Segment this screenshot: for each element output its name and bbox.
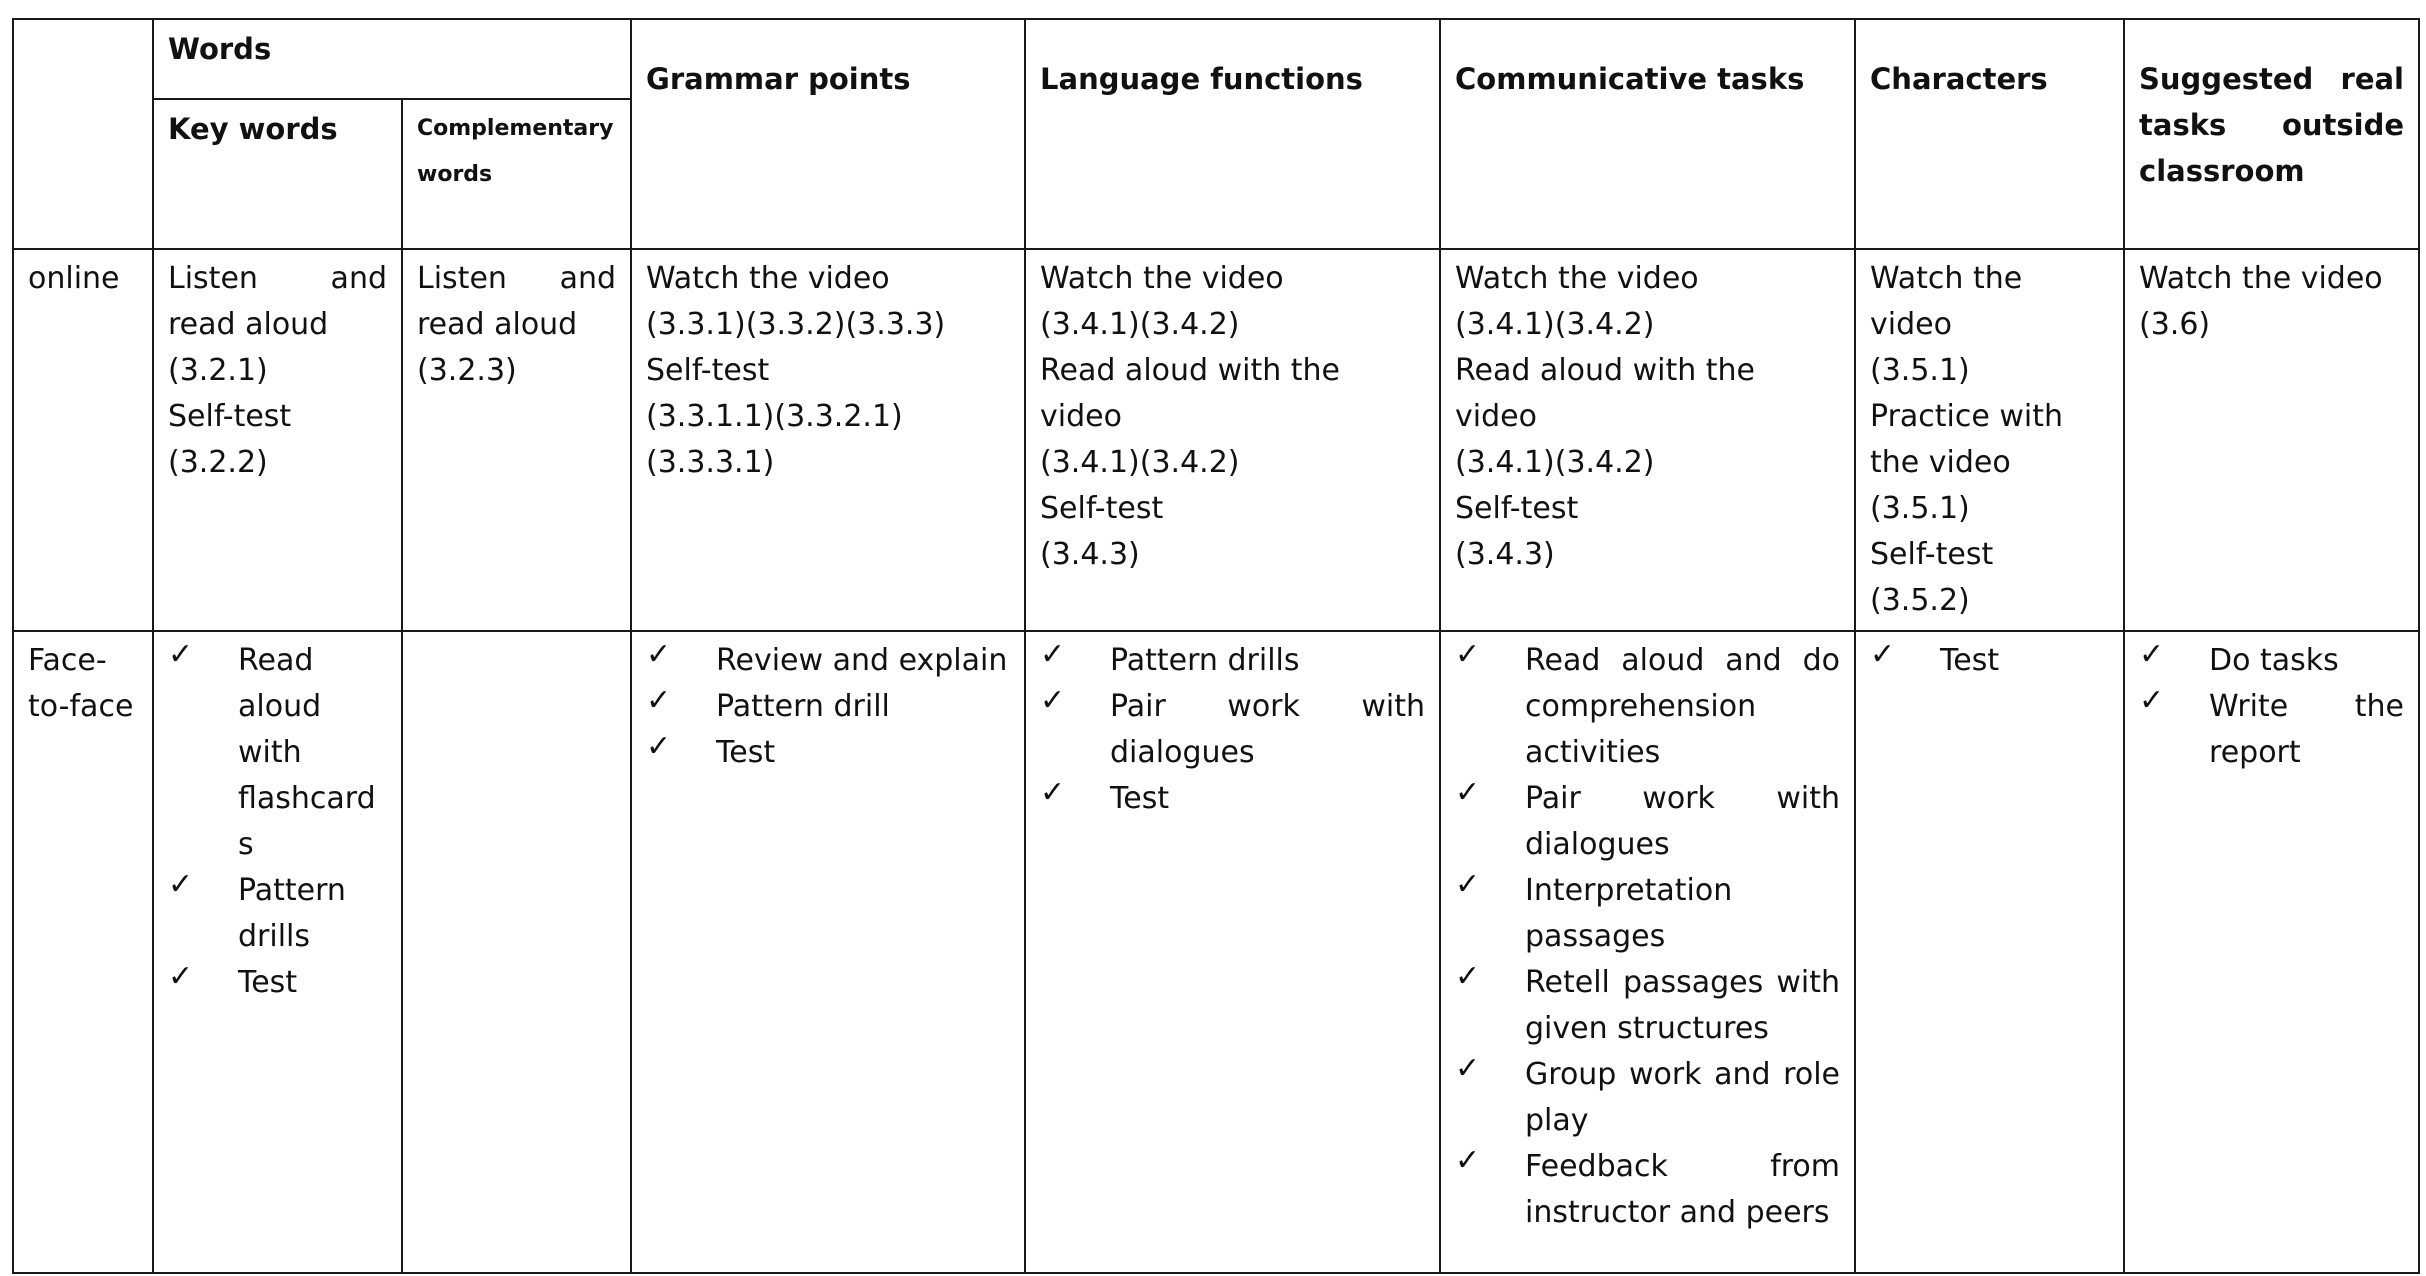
header-language-functions: Language functions bbox=[1025, 19, 1440, 249]
online-characters-line: Self-test bbox=[1870, 537, 1994, 572]
check-icon: ✓ bbox=[1455, 1051, 1481, 1086]
check-icon: ✓ bbox=[168, 637, 194, 672]
header-grammar-points: Grammar points bbox=[631, 19, 1025, 249]
face-to-face-language-functions-cell bbox=[1025, 631, 1440, 1273]
list-item bbox=[168, 960, 387, 1006]
face-to-face-characters-cell bbox=[1855, 631, 2124, 1273]
online-communicative-tasks-cell bbox=[1440, 249, 1855, 631]
check-icon: ✓ bbox=[2139, 637, 2165, 672]
list-item bbox=[1040, 776, 1425, 822]
online-grammar-line: Self-test bbox=[646, 353, 770, 388]
online-language-functions-line: Self-test bbox=[1040, 491, 1164, 526]
check-icon: ✓ bbox=[1455, 637, 1481, 672]
header-characters: Characters bbox=[1855, 19, 2124, 249]
online-communicative-tasks-line: Watch the video bbox=[1455, 261, 1699, 296]
list-item-text: Test bbox=[1940, 643, 2000, 678]
online-grammar-line: Watch the video bbox=[646, 261, 890, 296]
list-item bbox=[1040, 638, 1425, 684]
check-icon: ✓ bbox=[2139, 683, 2165, 718]
check-icon: ✓ bbox=[646, 637, 672, 672]
online-communicative-tasks-line: Read aloud with the video bbox=[1455, 353, 1756, 434]
face-to-face-grammar-list bbox=[646, 638, 1010, 776]
list-item-text: Do tasks bbox=[2209, 643, 2339, 678]
check-icon: ✓ bbox=[1455, 867, 1481, 902]
list-item bbox=[1870, 638, 2109, 684]
face-to-face-key-words-list bbox=[168, 638, 387, 1006]
list-item bbox=[646, 730, 1010, 776]
check-icon: ✓ bbox=[1455, 959, 1481, 994]
online-characters-line: (3.5.1) bbox=[1870, 491, 1970, 526]
check-icon: ✓ bbox=[1040, 775, 1066, 810]
online-key-words-line: Listen and read aloud bbox=[168, 261, 387, 342]
list-item bbox=[1455, 638, 1840, 776]
check-icon: ✓ bbox=[646, 683, 672, 718]
list-item bbox=[1455, 960, 1840, 1052]
list-item-text: Test bbox=[716, 735, 776, 770]
list-item bbox=[646, 638, 1010, 684]
list-item bbox=[1455, 868, 1840, 960]
online-key-words-line: (3.2.1) bbox=[168, 353, 268, 388]
row-label-face-to-face: Face-to-face bbox=[13, 631, 153, 1273]
check-icon: ✓ bbox=[1870, 637, 1896, 672]
list-item-text: Group work and role play bbox=[1525, 1057, 1841, 1138]
online-characters-line: Practice with the video bbox=[1870, 399, 2064, 480]
list-item bbox=[1455, 1052, 1840, 1144]
list-item-text: Pair work with dialogues bbox=[1110, 689, 1426, 770]
header-words: Words bbox=[153, 19, 631, 99]
online-characters-line: (3.5.1) bbox=[1870, 353, 1970, 388]
header-suggested-real-tasks: Suggested real tasks outside classroom bbox=[2124, 19, 2419, 249]
face-to-face-grammar-points-cell bbox=[631, 631, 1025, 1273]
list-item bbox=[168, 638, 387, 868]
face-to-face-characters-list bbox=[1870, 638, 2109, 684]
list-item-text: Test bbox=[1110, 781, 1170, 816]
online-language-functions-cell bbox=[1025, 249, 1440, 631]
list-item-text: Retell passages with given structures bbox=[1525, 965, 1841, 1046]
check-icon: ✓ bbox=[1455, 775, 1481, 810]
face-to-face-language-functions-list bbox=[1040, 638, 1425, 822]
online-characters-line: Watch the video bbox=[1870, 261, 2023, 342]
online-complementary-words-line: Listen and read aloud bbox=[417, 261, 617, 342]
header-communicative-tasks: Communicative tasks bbox=[1440, 19, 1855, 249]
online-suggested-real-tasks-line: (3.6) bbox=[2139, 307, 2211, 342]
online-language-functions-line: Read aloud with the video bbox=[1040, 353, 1341, 434]
list-item bbox=[1040, 684, 1425, 776]
online-communicative-tasks-line: (3.4.1)(3.4.2) bbox=[1455, 445, 1655, 480]
online-grammar-points-cell bbox=[631, 249, 1025, 631]
check-icon: ✓ bbox=[646, 729, 672, 764]
online-suggested-real-tasks-line: Watch the video bbox=[2139, 261, 2383, 296]
face-to-face-suggested-real-tasks-list bbox=[2139, 638, 2404, 776]
header-corner-cell bbox=[13, 19, 153, 249]
online-grammar-line: (3.3.1)(3.3.2)(3.3.3) bbox=[646, 307, 946, 342]
list-item-text: Review and explain bbox=[716, 643, 1008, 678]
list-item-text: Test bbox=[238, 965, 298, 1000]
list-item-text: Pattern drills bbox=[238, 873, 346, 954]
list-item bbox=[1455, 1144, 1840, 1236]
online-communicative-tasks-line: Self-test bbox=[1455, 491, 1579, 526]
face-to-face-key-words-cell bbox=[153, 631, 402, 1273]
header-key-words: Key words bbox=[153, 99, 402, 249]
row-label-online: online bbox=[13, 249, 153, 631]
online-characters-cell bbox=[1855, 249, 2124, 631]
list-item-text: Pair work with dialogues bbox=[1525, 781, 1841, 862]
online-key-words-line: (3.2.2) bbox=[168, 445, 268, 480]
online-language-functions-line: (3.4.3) bbox=[1040, 537, 1140, 572]
online-key-words-line: Self-test bbox=[168, 399, 292, 434]
list-item bbox=[168, 868, 387, 960]
check-icon: ✓ bbox=[1455, 1143, 1481, 1178]
face-to-face-complementary-words-cell bbox=[402, 631, 631, 1273]
list-item-text: Read aloud and do comprehension activities bbox=[1525, 643, 1841, 770]
check-icon: ✓ bbox=[1040, 637, 1066, 672]
online-language-functions-line: (3.4.1)(3.4.2) bbox=[1040, 307, 1240, 342]
check-icon: ✓ bbox=[168, 867, 194, 902]
online-suggested-real-tasks-cell bbox=[2124, 249, 2419, 631]
online-language-functions-line: Watch the video bbox=[1040, 261, 1284, 296]
online-characters-line: (3.5.2) bbox=[1870, 583, 1970, 618]
online-key-words-cell bbox=[153, 249, 402, 631]
check-icon: ✓ bbox=[168, 959, 194, 994]
online-complementary-words-line: (3.2.3) bbox=[417, 353, 517, 388]
list-item-text: Feedback from instructor and peers bbox=[1525, 1149, 1841, 1230]
header-complementary-words: Complementary words bbox=[402, 99, 631, 249]
list-item-text: Pattern drill bbox=[716, 689, 890, 724]
list-item-text: Write the report bbox=[2209, 689, 2405, 770]
face-to-face-communicative-tasks-cell bbox=[1440, 631, 1855, 1273]
online-language-functions-line: (3.4.1)(3.4.2) bbox=[1040, 445, 1240, 480]
online-communicative-tasks-line: (3.4.3) bbox=[1455, 537, 1555, 572]
lesson-design-table bbox=[12, 18, 2420, 1274]
list-item bbox=[646, 684, 1010, 730]
list-item-text: Read aloud with flashcards bbox=[238, 643, 376, 862]
face-to-face-suggested-real-tasks-cell bbox=[2124, 631, 2419, 1273]
list-item-text: Interpretation passages bbox=[1525, 873, 1733, 954]
online-grammar-line: (3.3.1.1)(3.3.2.1)(3.3.3.1) bbox=[646, 399, 903, 480]
list-item bbox=[1455, 776, 1840, 868]
list-item bbox=[2139, 684, 2404, 776]
list-item-text: Pattern drills bbox=[1110, 643, 1300, 678]
face-to-face-communicative-tasks-list bbox=[1455, 638, 1840, 1236]
online-complementary-words-cell bbox=[402, 249, 631, 631]
check-icon: ✓ bbox=[1040, 683, 1066, 718]
online-communicative-tasks-line: (3.4.1)(3.4.2) bbox=[1455, 307, 1655, 342]
